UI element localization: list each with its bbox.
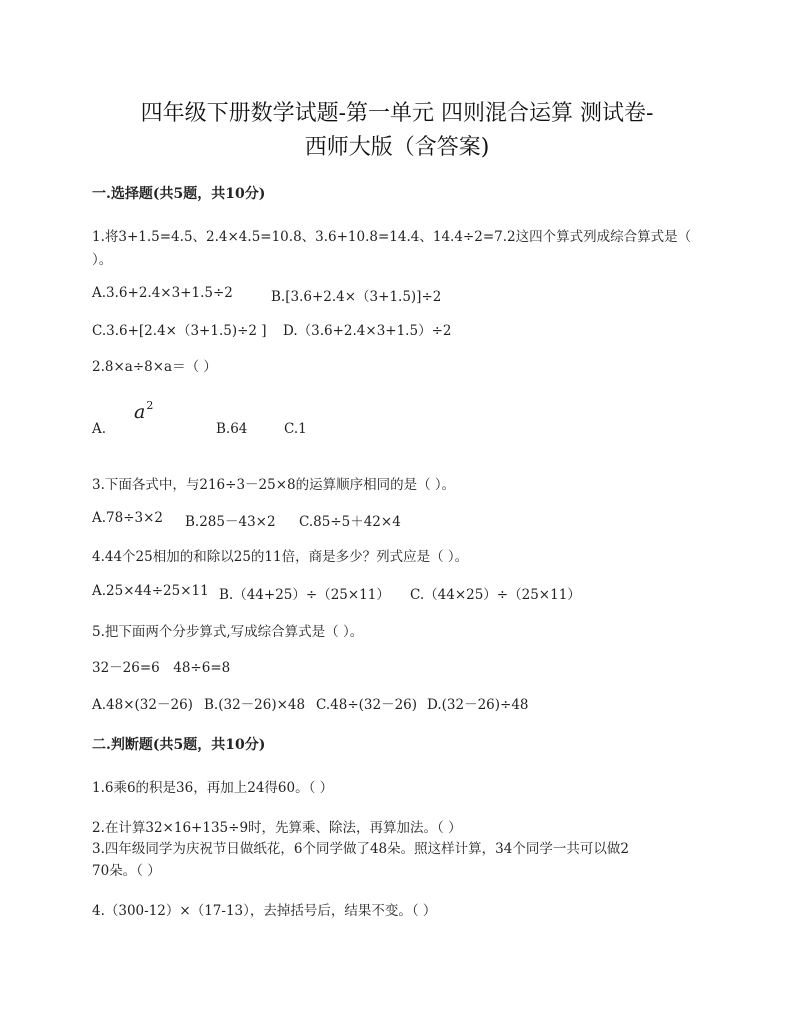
q5-option-b: B.(32－26)×48 (204, 697, 306, 713)
q5-given-steps: 32－26=6 48÷6=8 (92, 660, 231, 676)
section1-heading: 一.选择题(共5题，共10分) (92, 186, 266, 202)
q3-stem: 3.下面各式中，与216÷3－25×8的运算顺序相同的是（ ）。 (92, 477, 456, 493)
q4-option-a: A.25×44÷25×11 (92, 583, 209, 599)
q1-option-c: C.3.6+[2.4×（3+1.5)÷2 ] (92, 323, 267, 339)
q2-option-b: B.64 (216, 421, 248, 437)
judge-q3-line2: 70朵。（ ） (92, 863, 161, 879)
q1-stem-line1: 1.将3+1.5=4.5、2.4×4.5=10.8、3.6+10.8=14.4、14.4÷2=7.2这四个算式列成综合算式是（ (92, 229, 692, 245)
doc-title-line2: 西师大版（含答案) (304, 135, 490, 160)
formula-base: a (134, 401, 146, 423)
judge-q1: 1.6乘6的积是36，再加上24得60。（ ） (92, 780, 334, 796)
q5-option-a: A.48×(32－26) (92, 697, 193, 713)
q4-option-b: B.（44+25）÷（25×11） (219, 587, 390, 603)
section2-heading: 二.判断题(共5题，共10分) (92, 737, 266, 753)
judge-q4: 4.（300-12）×（17-13），去掉括号后，结果不变。（ ） (92, 903, 437, 919)
q1-option-b: B.[3.6+2.4×（3+1.5)]÷2 (271, 289, 442, 305)
q3-option-c: C.85÷5＋42×4 (299, 514, 401, 530)
q4-option-c: C.（44×25）÷（25×11） (410, 587, 581, 603)
judge-q2: 2.在计算32×16+135÷9时，先算乘、除法，再算加法。（ ） (92, 820, 462, 836)
q1-option-a: A.3.6+2.4×3+1.5÷2 (92, 285, 233, 301)
judge-q3-line1: 3.四年级同学为庆祝节日做纸花，6个同学做了48朵。照这样计算，34个同学一共可以做2 (92, 841, 629, 857)
q2-option-a-formula (134, 399, 153, 423)
q2-option-a-label: A. (92, 421, 107, 437)
q5-stem: 5.把下面两个分步算式,写成综合算式是（ ）。 (92, 624, 364, 640)
doc-title-line1: 四年级下册数学试题-第一单元 四则混合运算 测试卷- (140, 101, 654, 126)
q4-stem: 4.44个25相加的和除以25的11倍，商是多少？列式应是（ ）。 (92, 549, 469, 565)
q3-option-b: B.285－43×2 (185, 514, 276, 530)
q5-option-c: C.48÷(32－26) (316, 697, 418, 713)
q1-stem-line2: ）。 (92, 252, 113, 268)
q3-option-a: A.78÷3×2 (92, 510, 164, 526)
q2-option-c: C.1 (284, 421, 307, 437)
q1-option-d: D.（3.6+2.4×3+1.5）÷2 (283, 323, 452, 339)
q2-stem: 2.8×a÷8×a＝（ ） (92, 359, 217, 375)
q5-option-d: D.(32－26)÷48 (427, 697, 529, 713)
formula-exponent: 2 (146, 399, 154, 412)
